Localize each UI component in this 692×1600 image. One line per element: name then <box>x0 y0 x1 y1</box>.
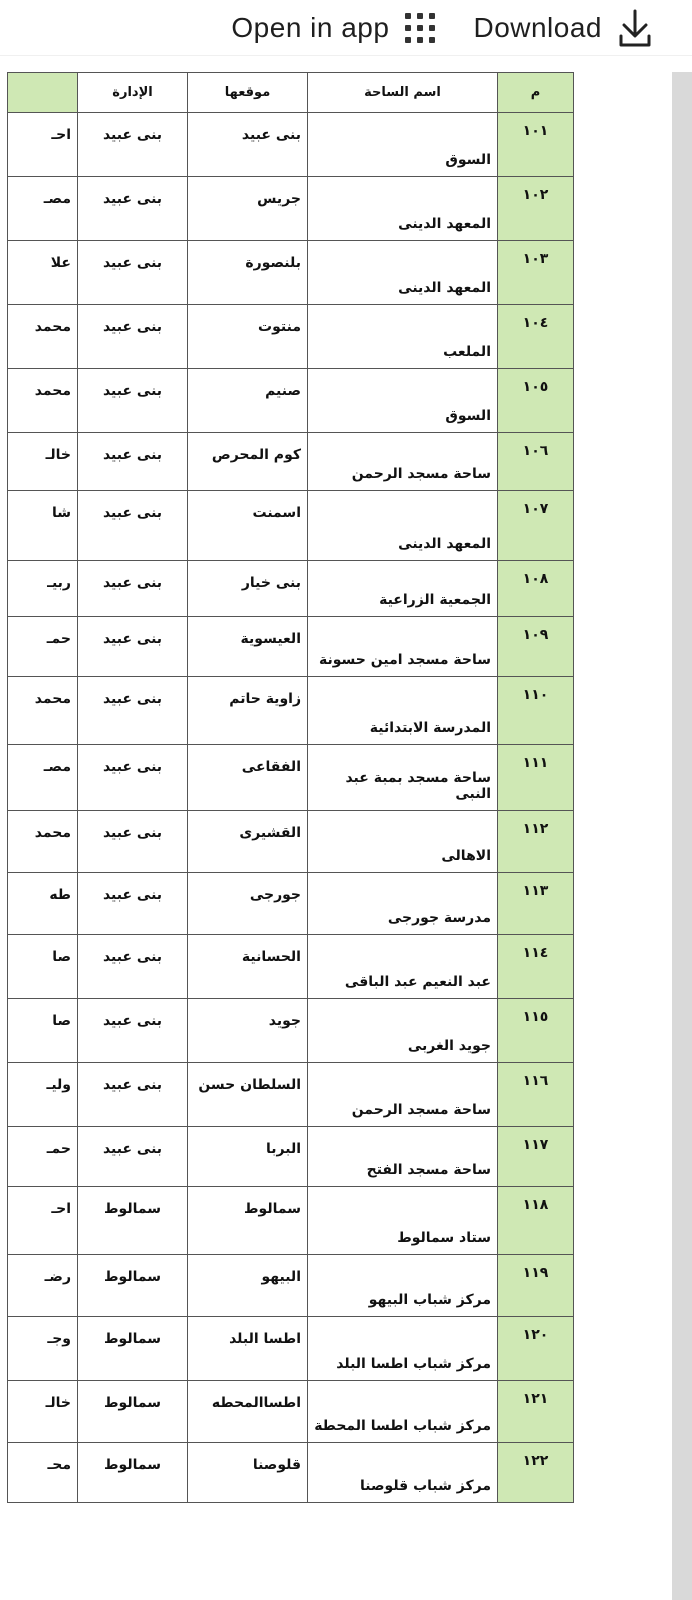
cell-person: محمد <box>8 369 78 433</box>
cell-num: ١١٠ <box>498 677 574 745</box>
cell-name: الملعب <box>308 305 498 369</box>
cell-location: جورجى <box>188 873 308 935</box>
cell-location: كوم المحرص <box>188 433 308 491</box>
cell-num: ١٠٦ <box>498 433 574 491</box>
table-row <box>8 369 574 433</box>
cell-admin: بنى عبيد <box>78 561 188 617</box>
cell-admin: سمالوط <box>78 1255 188 1317</box>
cell-location: صنيم <box>188 369 308 433</box>
cell-admin: بنى عبيد <box>78 177 188 241</box>
table-row <box>8 873 574 935</box>
cell-name: ساحة مسجد الرحمن <box>308 433 498 491</box>
table-row <box>8 1187 574 1255</box>
cell-admin: سمالوط <box>78 1317 188 1381</box>
cell-location: الفقاعى <box>188 745 308 811</box>
header-num: م <box>498 73 574 113</box>
table-row <box>8 745 574 811</box>
cell-location: العيسوية <box>188 617 308 677</box>
cell-location: البربا <box>188 1127 308 1187</box>
cell-num: ١١٨ <box>498 1187 574 1255</box>
cell-admin: بنى عبيد <box>78 677 188 745</box>
header-location: موقعها <box>188 73 308 113</box>
table-row <box>8 305 574 369</box>
table-row <box>8 491 574 561</box>
cell-person: شا <box>8 491 78 561</box>
cell-name: مركز شباب اطسا المحطة <box>308 1381 498 1443</box>
cell-num: ١١٢ <box>498 811 574 873</box>
cell-num: ١١٧ <box>498 1127 574 1187</box>
cell-admin: بنى عبيد <box>78 491 188 561</box>
cell-name: الاهالى <box>308 811 498 873</box>
cell-location: جويد <box>188 999 308 1063</box>
cell-person: وجـ <box>8 1317 78 1381</box>
cell-num: ١١٩ <box>498 1255 574 1317</box>
cell-num: ١١٦ <box>498 1063 574 1127</box>
table-row <box>8 177 574 241</box>
cell-name: ساحة مسجد امين حسونة <box>308 617 498 677</box>
cell-admin: سمالوط <box>78 1381 188 1443</box>
cell-admin: سمالوط <box>78 1187 188 1255</box>
cell-person: احـ <box>8 113 78 177</box>
cell-location: البيهو <box>188 1255 308 1317</box>
cell-admin: بنى عبيد <box>78 1127 188 1187</box>
cell-person: مصـ <box>8 177 78 241</box>
table-row <box>8 1127 574 1187</box>
cell-num: ١١٤ <box>498 935 574 999</box>
cell-person: خالـ <box>8 1381 78 1443</box>
cell-name: مدرسة جورجى <box>308 873 498 935</box>
cell-location: الحسانية <box>188 935 308 999</box>
cell-location: قلوصنا <box>188 1443 308 1503</box>
cell-admin: بنى عبيد <box>78 999 188 1063</box>
cell-location: زاوية حاتم <box>188 677 308 745</box>
cell-person: ربيـ <box>8 561 78 617</box>
cell-location: اطساالمحطه <box>188 1381 308 1443</box>
cell-name: المعهد الدينى <box>308 177 498 241</box>
cell-person: محمد <box>8 811 78 873</box>
table-row <box>8 617 574 677</box>
document-page <box>0 72 590 1600</box>
cell-num: ١٠٨ <box>498 561 574 617</box>
cell-num: ١١٥ <box>498 999 574 1063</box>
cell-num: ١٠٧ <box>498 491 574 561</box>
cell-num: ١٠٣ <box>498 241 574 305</box>
download-icon <box>618 8 652 48</box>
cell-num: ١١٣ <box>498 873 574 935</box>
cell-name: السوق <box>308 369 498 433</box>
table-row <box>8 1255 574 1317</box>
cell-admin: بنى عبيد <box>78 305 188 369</box>
table-row <box>8 1443 574 1503</box>
table-row <box>8 1063 574 1127</box>
cell-name: مركز شباب اطسا البلد <box>308 1317 498 1381</box>
cell-person: محمد <box>8 677 78 745</box>
cell-location: السلطان حسن <box>188 1063 308 1127</box>
table-body <box>8 113 574 1503</box>
cell-name: ستاد سمالوط <box>308 1187 498 1255</box>
cell-num: ١٢٢ <box>498 1443 574 1503</box>
cell-location: جريس <box>188 177 308 241</box>
cell-person: وليـ <box>8 1063 78 1127</box>
cell-person: حمـ <box>8 617 78 677</box>
cell-person: طه <box>8 873 78 935</box>
cell-num: ١٢٠ <box>498 1317 574 1381</box>
table-row <box>8 433 574 491</box>
header-name: اسم الساحة <box>308 73 498 113</box>
cell-num: ١٠١ <box>498 113 574 177</box>
cell-person: رضـ <box>8 1255 78 1317</box>
cell-name: ساحة مسجد الفتح <box>308 1127 498 1187</box>
cell-location: بنى خيار <box>188 561 308 617</box>
cell-admin: بنى عبيد <box>78 241 188 305</box>
top-bar <box>0 0 692 56</box>
download-label: Download <box>473 11 602 43</box>
cell-person: صا <box>8 935 78 999</box>
cell-name: المدرسة الابتدائية <box>308 677 498 745</box>
cell-name: ساحة مسجد بمبة عبد النبى <box>308 745 498 811</box>
header-person <box>8 73 78 113</box>
cell-name: عبد النعيم عبد الباقى <box>308 935 498 999</box>
cell-num: ١٢١ <box>498 1381 574 1443</box>
cell-location: بنى عبيد <box>188 113 308 177</box>
cell-person: محمد <box>8 305 78 369</box>
cell-admin: بنى عبيد <box>78 811 188 873</box>
table-row <box>8 561 574 617</box>
cell-person: احـ <box>8 1187 78 1255</box>
table-row <box>8 1317 574 1381</box>
table-row <box>8 677 574 745</box>
cell-name: الجمعية الزراعية <box>308 561 498 617</box>
cell-location: منتوت <box>188 305 308 369</box>
cell-admin: سمالوط <box>78 1443 188 1503</box>
table-row <box>8 999 574 1063</box>
cell-admin: بنى عبيد <box>78 113 188 177</box>
cell-person: خالـ <box>8 433 78 491</box>
cell-name: مركز شباب قلوصنا <box>308 1443 498 1503</box>
cell-admin: بنى عبيد <box>78 1063 188 1127</box>
cell-person: حمـ <box>8 1127 78 1187</box>
cell-admin: بنى عبيد <box>78 369 188 433</box>
cell-location: سمالوط <box>188 1187 308 1255</box>
cell-location: اطسا البلد <box>188 1317 308 1381</box>
table-row <box>8 113 574 177</box>
cell-admin: بنى عبيد <box>78 745 188 811</box>
grid-dots-icon <box>405 13 435 43</box>
cell-name: جويد الغربى <box>308 999 498 1063</box>
squares-table <box>7 72 574 1503</box>
cell-admin: بنى عبيد <box>78 873 188 935</box>
cell-num: ١٠٩ <box>498 617 574 677</box>
scrollbar[interactable] <box>672 72 692 1600</box>
cell-person: صا <box>8 999 78 1063</box>
download-button[interactable] <box>473 8 652 48</box>
cell-admin: بنى عبيد <box>78 617 188 677</box>
cell-admin: بنى عبيد <box>78 935 188 999</box>
open-in-app-label: Open in app <box>231 11 390 43</box>
cell-person: علا <box>8 241 78 305</box>
table-row <box>8 811 574 873</box>
cell-location: اسمنت <box>188 491 308 561</box>
cell-num: ١٠٢ <box>498 177 574 241</box>
cell-name: مركز شباب البيهو <box>308 1255 498 1317</box>
cell-name: المعهد الدينى <box>308 241 498 305</box>
cell-admin: بنى عبيد <box>78 433 188 491</box>
cell-num: ١١١ <box>498 745 574 811</box>
cell-num: ١٠٥ <box>498 369 574 433</box>
table-row <box>8 935 574 999</box>
cell-person: محـ <box>8 1443 78 1503</box>
open-in-app-button[interactable] <box>231 12 435 44</box>
cell-num: ١٠٤ <box>498 305 574 369</box>
cell-name: ساحة مسجد الرحمن <box>308 1063 498 1127</box>
table-header-row <box>8 73 574 113</box>
cell-person: مصـ <box>8 745 78 811</box>
header-admin: الإدارة <box>78 73 188 113</box>
table-row <box>8 241 574 305</box>
cell-location: بلنصورة <box>188 241 308 305</box>
cell-name: المعهد الدينى <box>308 491 498 561</box>
table-row <box>8 1381 574 1443</box>
cell-location: القشيرى <box>188 811 308 873</box>
cell-name: السوق <box>308 113 498 177</box>
